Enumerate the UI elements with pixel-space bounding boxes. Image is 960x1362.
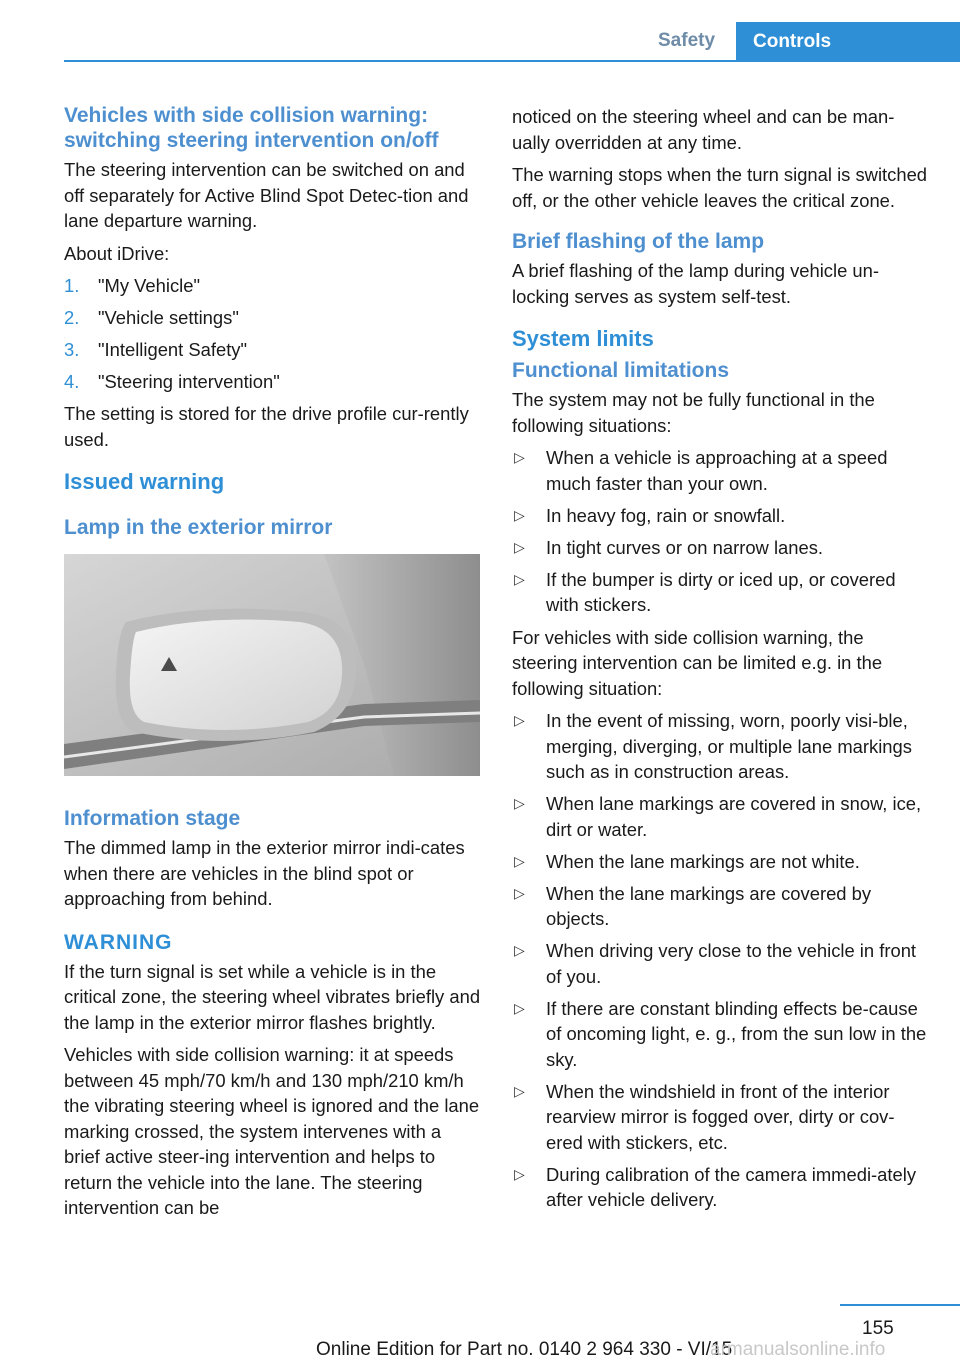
heading-system-limits: System limits <box>512 326 654 351</box>
bullet-triangle-icon: ▷ <box>514 1082 525 1099</box>
bullet-triangle-icon: ▷ <box>514 884 525 901</box>
bullet-text: When driving very close to the vehicle in front of you. <box>546 940 917 987</box>
bullet-text: When lane markings are covered in snow, ice, dirt or water. <box>546 793 922 840</box>
paragraph-idrive: About iDrive: <box>64 242 170 264</box>
list-item <box>512 708 930 785</box>
bullet-triangle-icon: ▷ <box>514 570 525 587</box>
list-item <box>512 791 930 842</box>
list-item <box>512 849 930 875</box>
bullet-triangle-icon: ▷ <box>514 506 525 523</box>
footer-edition: Online Edition for Part no. 0140 2 964 330 - VI/15 <box>316 1339 733 1360</box>
step-number: 2. <box>64 307 80 328</box>
heading-functional-limitations: Functional limitations <box>512 359 730 382</box>
bullet-text: When the windshield in front of the interior rearview mirror is fogged over, dirty or cov‐ered with stickers, etc. <box>546 1080 895 1153</box>
bullet-text: If the bumper is dirty or iced up, or covered with stickers. <box>546 568 896 615</box>
list-item <box>512 445 930 496</box>
limitations-list <box>512 445 930 618</box>
paragraph-warning-stops: The warning stops when the turn signal is switched off, or the other vehicle leaves the critical zone. <box>512 164 928 211</box>
paragraph-brief-flashing: A brief flashing of the lamp during vehicle un‐locking serves as system self-test. <box>512 260 880 307</box>
bullet-triangle-icon: ▷ <box>514 1165 525 1182</box>
tab-controls[interactable]: Controls <box>736 22 960 62</box>
heading-steering-intervention: Vehicles with side collision warning: switching steering intervention on/off <box>64 104 439 152</box>
tab-safety[interactable]: Safety <box>658 30 716 51</box>
list-item <box>512 567 930 618</box>
heading-issued-warning: Issued warning <box>64 469 225 494</box>
list-item <box>512 1162 930 1213</box>
step-number: 4. <box>64 371 80 392</box>
steering-limits-list <box>512 708 930 1213</box>
header-rule <box>64 60 960 62</box>
idrive-steps <box>64 273 482 395</box>
bullet-triangle-icon: ▷ <box>514 795 525 811</box>
bullet-triangle-icon: ▷ <box>514 538 525 555</box>
step-number: 1. <box>64 275 80 296</box>
bullet-text: In tight curves or on narrow lanes. <box>546 536 824 558</box>
bullet-triangle-icon: ▷ <box>514 999 525 1016</box>
bullet-triangle-icon: ▷ <box>514 852 525 869</box>
bullet-triangle-icon: ▷ <box>514 942 525 958</box>
footer-rule <box>840 1304 960 1306</box>
page-header <box>0 0 960 62</box>
left-column <box>64 103 482 1228</box>
bullet-triangle-icon: ▷ <box>514 449 525 465</box>
heading-lamp: Lamp in the exterior mirror <box>64 516 333 539</box>
bullet-text: When the lane markings are not white. <box>546 850 860 872</box>
paragraph-warning: If the turn signal is set while a vehicle is in the critical zone, the steering wheel vibrates briefly and the lamp in the exterior mirror flashes brightly. <box>64 960 481 1033</box>
paragraph-information: The dimmed lamp in the exterior mirror indi‐cates when there are vehicles in the blind spot or approaching from behind. <box>64 837 465 909</box>
bullet-text: In heavy fog, rain or snowfall. <box>546 504 786 526</box>
list-item <box>512 535 930 561</box>
mirror-illustration <box>64 554 480 776</box>
step-number: 3. <box>64 339 80 360</box>
heading-warning: WARNING <box>64 930 173 954</box>
list-item <box>512 996 930 1073</box>
step-text: "Steering intervention" <box>98 371 280 392</box>
paragraph-continued: noticed on the steering wheel and can be man‐ually overridden at any time. <box>512 106 895 153</box>
watermark: armanualsonline.info <box>710 1339 886 1360</box>
list-item <box>512 503 930 529</box>
paragraph-steering-limited: For vehicles with side collision warning, the steering intervention can be limited e.g. in the following situation: <box>512 626 883 699</box>
bullet-text: During calibration of the camera immedi‐ately after vehicle delivery. <box>546 1163 917 1210</box>
list-item <box>512 1079 930 1156</box>
step-text: "Intelligent Safety" <box>98 339 248 360</box>
paragraph-stored: The setting is stored for the drive profile cur‐rently used. <box>64 403 469 450</box>
bullet-text: When the lane markings are covered by objects. <box>546 882 872 929</box>
list-item <box>512 881 930 932</box>
list-item <box>64 273 482 299</box>
paragraph-functional: The system may not be fully functional in the following situations: <box>512 389 875 436</box>
list-item <box>512 938 930 989</box>
bullet-text: In the event of missing, worn, poorly visi‐ble, merging, diverging, or multiple lane markings such as in construction areas. <box>546 710 912 782</box>
heading-brief-flashing: Brief flashing of the lamp <box>512 230 765 253</box>
list-item <box>64 337 482 363</box>
bullet-text: When a vehicle is approaching at a speed much faster than your own. <box>546 447 888 494</box>
right-column <box>512 104 930 1220</box>
bullet-triangle-icon: ▷ <box>514 712 525 728</box>
step-text: "Vehicle settings" <box>98 307 239 328</box>
step-text: "My Vehicle" <box>98 275 200 296</box>
list-item <box>64 369 482 395</box>
bullet-text: If there are constant blinding effects be‐cause of oncoming light, e. g., from the sun low in the sky. <box>546 997 927 1070</box>
paragraph-side-collision: Vehicles with side collision warning: it at speeds between 45 mph/70 km/h and 130 mph/210 km/h the vibrating steering wheel is ignored and the lane marking crossed, the system intervenes with a brief active steer‐ing intervention and helps to return the vehicle into the lane. The steering intervention can be <box>64 1044 480 1218</box>
page-number: 155 <box>862 1318 894 1339</box>
paragraph-switch: The steering intervention can be switched on and off separately for Active Blind Spot Detec‐tion and lane departure warning. <box>64 159 469 231</box>
heading-information-stage: Information stage <box>64 807 241 830</box>
list-item <box>64 305 482 331</box>
